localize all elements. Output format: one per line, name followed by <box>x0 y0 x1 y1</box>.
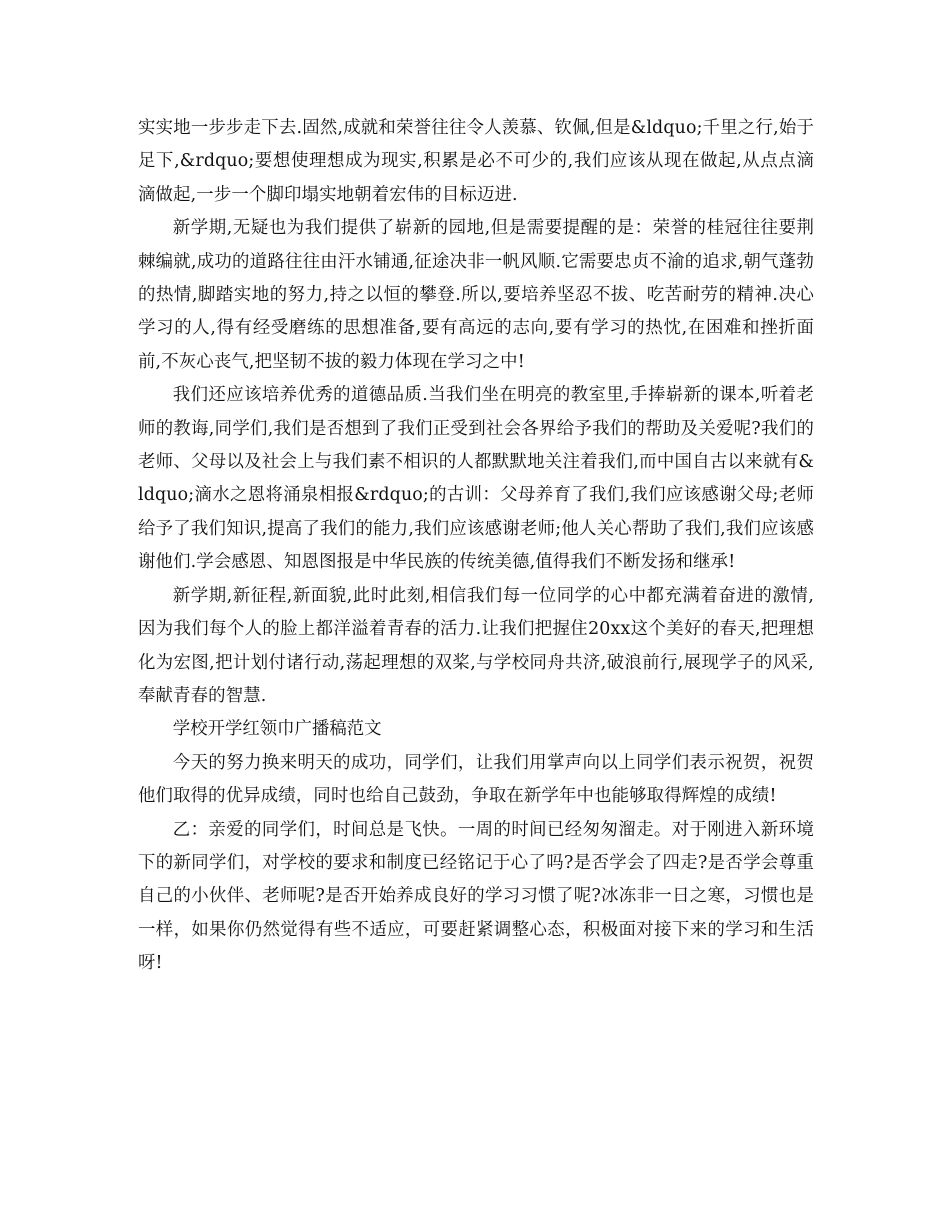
paragraph-continuation: 实实地一步步走下去.固然,成就和荣誉往往令人羡慕、钦佩,但是&ldquo;千里之行,始于足下,&rdquo;要想使理想成为现实,积累是必不可少的,我们应该从现在做起,从点点滴滴做起,一步一个脚印塌实地朝着宏伟的目标迈进. <box>138 118 814 205</box>
paragraph: 今天的努力换来明天的成功，同学们，让我们用掌声向以上同学们表示祝贺，祝贺他们取得的优异成绩，同时也给自己鼓劲，争取在新学年中也能够取得辉煌的成绩! <box>138 752 814 807</box>
paragraph: 新学期,无疑也为我们提供了崭新的园地,但是需要提醒的是：荣誉的桂冠往往要荆棘编就,成功的道路往往由汗水铺通,征途决非一帆风顺.它需要忠贞不渝的追求,朝气蓬勃的热情,脚踏实地的努力,持之以恒的攀登.所以,要培养坚忍不拔、吃苦耐劳的精神.决心学习的人,得有经受磨练的思想准备,要有高远的志向,要有学习的热忱,在困难和挫折面前,不灰心丧气,把坚韧不拔的毅力体现在学习之中! <box>138 218 814 372</box>
section-title: 学校开学红领巾广播稿范文 <box>172 719 382 740</box>
paragraph: 我们还应该培养优秀的道德品质.当我们坐在明亮的教室里,手捧崭新的课本,听着老师的教诲,同学们,我们是否想到了我们正受到社会各界给予我们的帮助及关爱呢?我们的老师、父母以及社会上与我们素不相识的人都默默地关注着我们,而中国自古以来就有&ldquo;滴水之恩将涌泉相报&rdquo;的古训：父母养育了我们,我们应该感谢父母;老师给予了我们知识,提高了我们的能力,我们应该感谢老师;他人关心帮助了我们,我们应该感谢他们.学会感恩、知恩图报是中华民族的传统美德,值得我们不断发扬和继承! <box>138 385 814 573</box>
paragraph: 乙：亲爱的同学们，时间总是飞快。一周的时间已经匆匆溜走。对于刚进入新环境下的新同学们，对学校的要求和制度已经铭记于心了吗?是否学会了四走?是否学会尊重自己的小伙伴、老师呢?是否开始养成良好的学习习惯了呢?冰冻非一日之寒，习惯也是一样，如果你仍然觉得有些不适应，可要赶紧调整心态，积极面对接下来的学习和生活呀! <box>138 819 814 974</box>
document-page <box>138 112 814 981</box>
paragraph: 新学期,新征程,新面貌,此时此刻,相信我们每一位同学的心中都充满着奋进的激情,因为我们每个人的脸上都洋溢着青春的活力.让我们把握住20xx这个美好的春天,把理想化为宏图,把计划付诸行动,荡起理想的双桨,与学校同舟共济,破浪前行,展现学子的风采,奉献青春的智慧. <box>138 585 814 706</box>
